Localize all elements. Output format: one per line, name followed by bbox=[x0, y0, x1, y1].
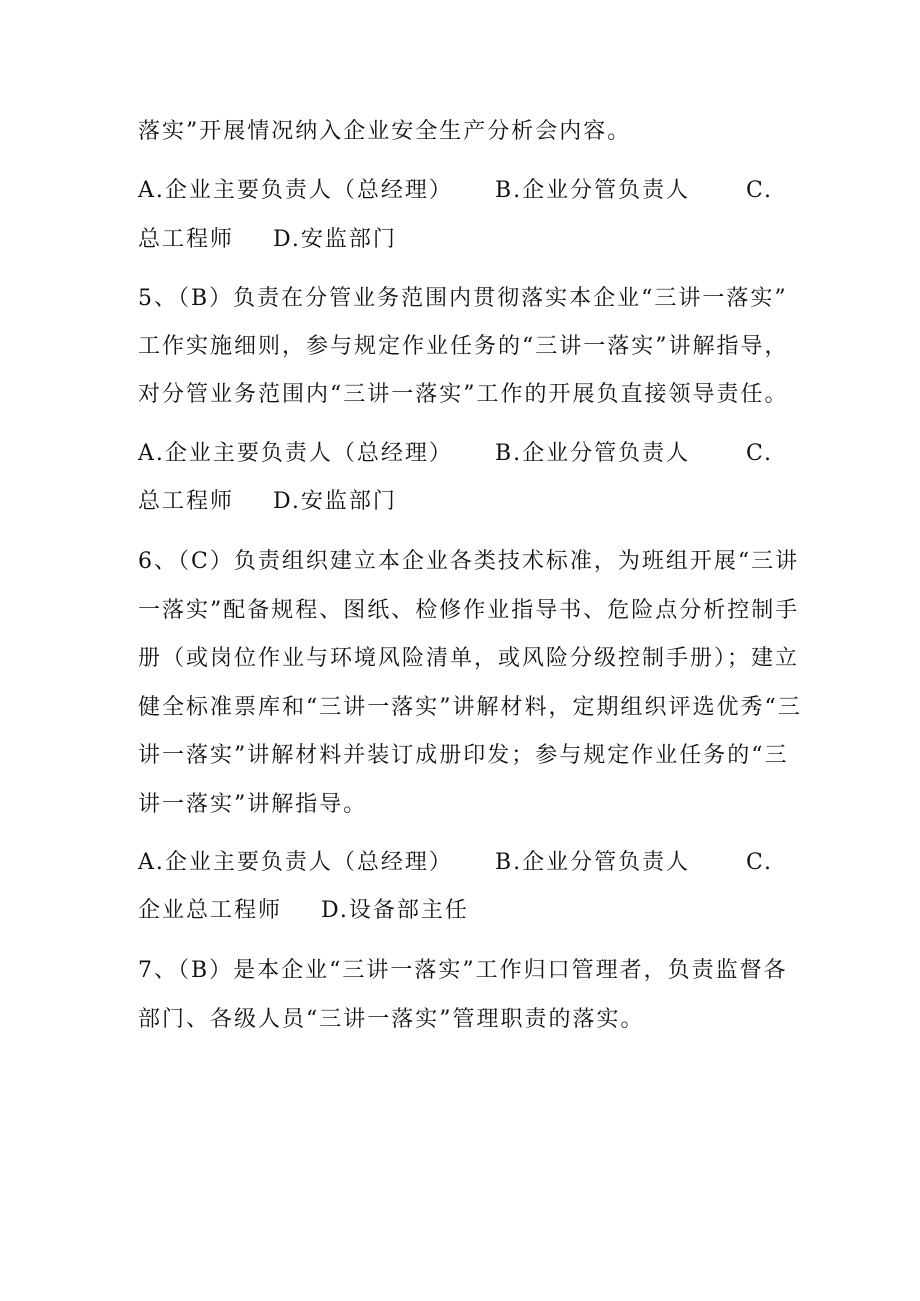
q5-option-c-text: 总工程师 bbox=[138, 489, 235, 514]
q7-line-1: 7、（B）是本企业“三讲一落实”工作归口管理者，负责监督各 bbox=[138, 958, 788, 983]
q6-line-2: 一落实”配备规程、图纸、检修作业指导书、危险点分析控制手 bbox=[138, 598, 800, 623]
q5-line-1: 5、（B）负责在分管业务范围内贯彻落实本企业“三讲一落实” bbox=[138, 286, 788, 311]
q4-options-row-2 bbox=[138, 225, 798, 255]
q6-line-1: 6、（C）负责组织建立本企业各类技术标准，为班组开展“三讲 bbox=[138, 549, 800, 574]
q6-options-row bbox=[138, 848, 798, 878]
q6-option-a: A.企业主要负责人（总经理） bbox=[138, 850, 453, 875]
q5-options-row-2 bbox=[138, 487, 798, 517]
q5-option-d: D.安监部门 bbox=[273, 489, 397, 514]
q6-line-5: 讲一落实”讲解材料并装订成册印发；参与规定作业任务的“三 bbox=[138, 743, 789, 768]
q4-option-c: C. bbox=[746, 178, 774, 203]
q7-line-2: 部门、各级人员“三讲一落实”管理职责的落实。 bbox=[138, 1007, 645, 1032]
q5-line-3: 对分管业务范围内“三讲一落实”工作的开展负直接领导责任。 bbox=[138, 382, 789, 407]
q6-line-6: 讲一落实”讲解指导。 bbox=[138, 792, 368, 817]
q5-options-row bbox=[138, 439, 798, 469]
q6-option-c-text: 企业总工程师 bbox=[138, 898, 283, 923]
q4-option-b: B.企业分管负责人 bbox=[495, 178, 691, 203]
q6-line-4: 健全标准票库和“三讲一落实”讲解材料，定期组织评选优秀“三 bbox=[138, 695, 802, 720]
q5-line-2: 工作实施细则，参与规定作业任务的“三讲一落实”讲解指导， bbox=[138, 334, 789, 359]
q6-option-d: D.设备部主任 bbox=[321, 898, 469, 923]
q4-option-a: A.企业主要负责人（总经理） bbox=[138, 178, 453, 203]
q4-option-d: D.安监部门 bbox=[273, 227, 397, 252]
q6-option-b: B.企业分管负责人 bbox=[495, 850, 691, 875]
q5-option-c: C. bbox=[746, 441, 774, 466]
q5-option-a: A.企业主要负责人（总经理） bbox=[138, 441, 453, 466]
q4-option-c-text: 总工程师 bbox=[138, 227, 235, 252]
intro-line: 落实”开展情况纳入企业安全生产分析会内容。 bbox=[138, 119, 632, 144]
q6-option-c: C. bbox=[746, 850, 774, 875]
q5-option-b: B.企业分管负责人 bbox=[495, 441, 691, 466]
q6-line-3: 册（或岗位作业与环境风险清单，或风险分级控制手册）；建立 bbox=[138, 646, 800, 671]
q6-options-row-2 bbox=[138, 896, 798, 926]
q4-options-row bbox=[138, 176, 798, 206]
